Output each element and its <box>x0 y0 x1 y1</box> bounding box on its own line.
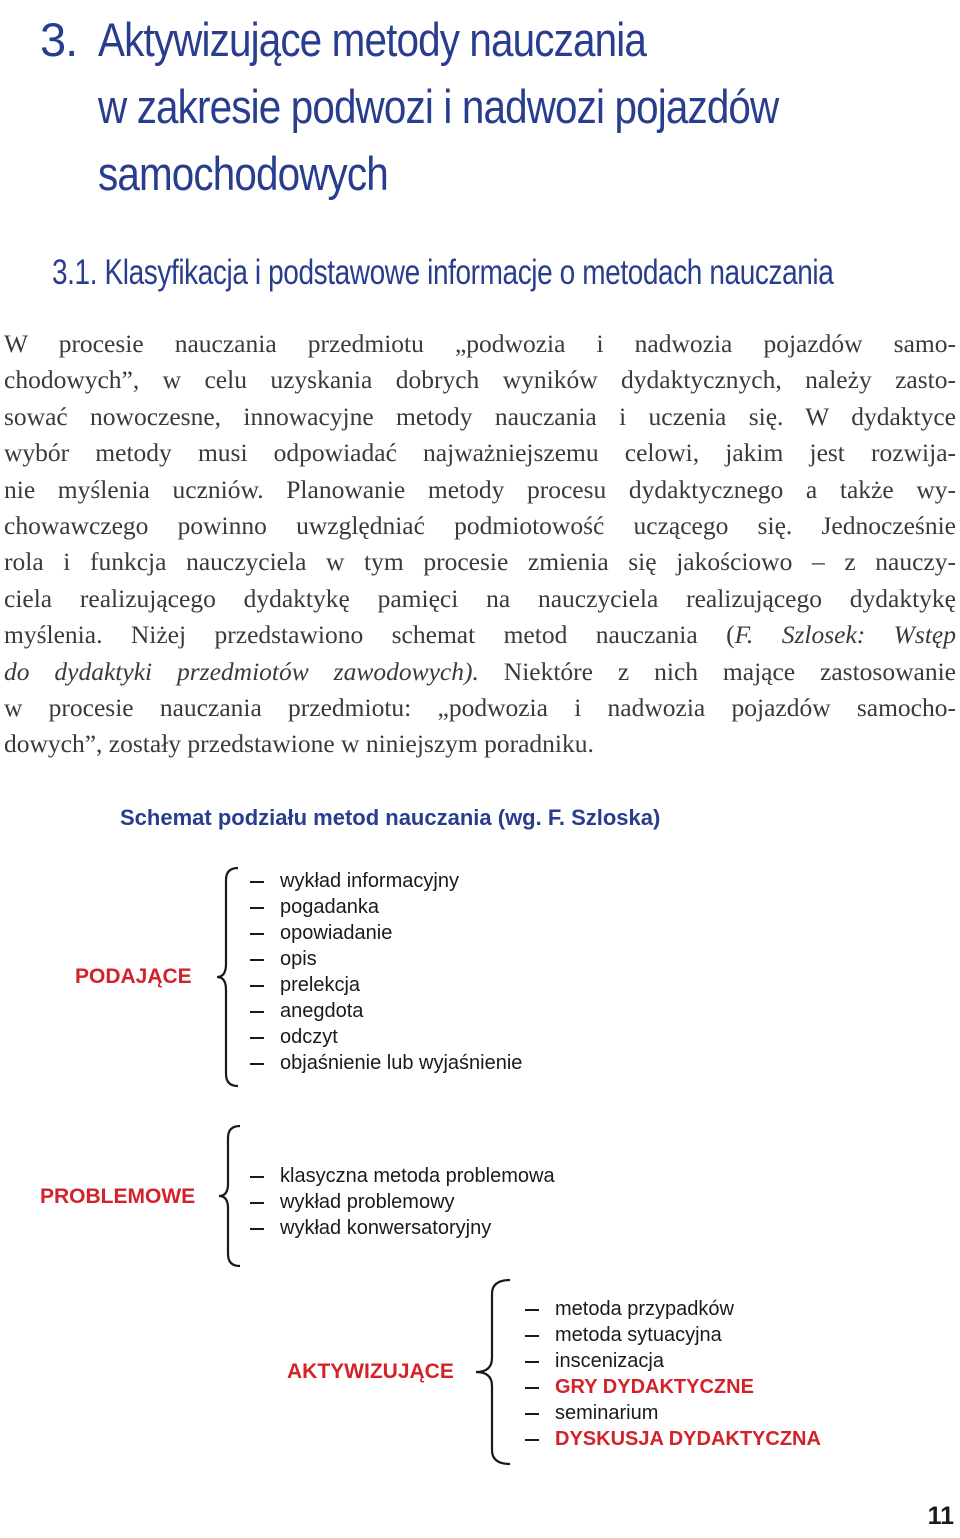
schema-title: Schemat podziału metod nauczania (wg. F. Szloska) <box>120 805 661 830</box>
paragraph-line: rola i funkcja nauczyciela w tym procesie zmienia się jakościowo – z nauczy- <box>4 547 956 577</box>
dash-icon <box>250 933 264 935</box>
dash-icon <box>250 1202 264 1204</box>
dash-icon <box>250 1228 264 1230</box>
paragraph-line: dowych”, zostały przedstawione w niniejszym poradniku. <box>4 729 594 759</box>
dash-icon <box>250 959 264 961</box>
paragraph-line: chowawczego powinno uwzględniać podmiotowość uczącego się. Jednocześnie <box>4 511 956 541</box>
group-label-podajace: PODAJĄCE <box>75 965 192 988</box>
paragraph-line: w procesie nauczania przedmiotu: „podwozia i nadwozia pojazdów samocho- <box>4 693 956 723</box>
dash-icon <box>250 1063 264 1065</box>
page-number: 11 <box>927 1502 954 1530</box>
dash-icon <box>525 1387 539 1389</box>
dash-icon <box>525 1413 539 1415</box>
chapter-title-line: w zakresie podwozi i nadwozi pojazdów <box>98 80 779 133</box>
dash-icon <box>250 1176 264 1178</box>
paragraph-line <box>4 617 956 653</box>
paragraph-text: myślenia. Niżej przedstawiono schemat metod nauczania ( <box>4 620 735 650</box>
group-label-problemowe: PROBLEMOWE <box>40 1185 196 1208</box>
group-label-aktywizujace: AKTYWIZUJĄCE <box>287 1360 454 1383</box>
paragraph-line: chodowych”, w celu uzyskania dobrych wyników dydaktycznych, należy zasto- <box>4 365 956 395</box>
dash-icon <box>250 1037 264 1039</box>
dash-icon <box>250 1011 264 1013</box>
chapter-title-line: Aktywizujące metody nauczania <box>98 13 646 66</box>
paragraph-text: Niektóre z nich mające zastosowanie <box>478 656 956 686</box>
paragraph-line: nie myślenia uczniów. Planowanie metody procesu dydaktycznego a także wy- <box>4 474 956 504</box>
paragraph-line: ciela realizującego dydaktykę pamięci na nauczyciela realizującego dydaktykę <box>4 583 956 613</box>
chapter-title-line: samochodowych <box>98 147 388 200</box>
body-paragraph <box>4 326 956 763</box>
citation-italic: do dydaktyki przedmiotów zawodowych). <box>4 656 479 686</box>
dash-icon <box>525 1309 539 1311</box>
dash-icon <box>525 1335 539 1337</box>
left-brace-icon <box>214 866 242 1088</box>
citation-italic: F. Szlosek: Wstęp <box>734 620 956 650</box>
chapter-number: 3. <box>40 13 78 66</box>
section-heading: 3.1. Klasyfikacja i podstawowe informacje o metodach nauczania <box>52 253 834 292</box>
paragraph-line: sować nowoczesne, innowacyjne metody nauczania i uczenia się. W dydaktyce <box>4 401 956 431</box>
left-brace-icon <box>216 1124 244 1268</box>
paragraph-line <box>4 654 956 690</box>
dash-icon <box>250 907 264 909</box>
dash-icon <box>250 985 264 987</box>
dash-icon <box>525 1439 539 1441</box>
paragraph-line: wybór metody musi odpowiadać najważniejszemu celowi, jakim jest rozwija- <box>4 438 956 468</box>
paragraph-line: W procesie nauczania przedmiotu „podwozia i nadwozia pojazdów samo- <box>4 329 956 358</box>
dash-icon <box>250 881 264 883</box>
left-brace-icon <box>472 1278 514 1466</box>
dash-icon <box>525 1361 539 1363</box>
